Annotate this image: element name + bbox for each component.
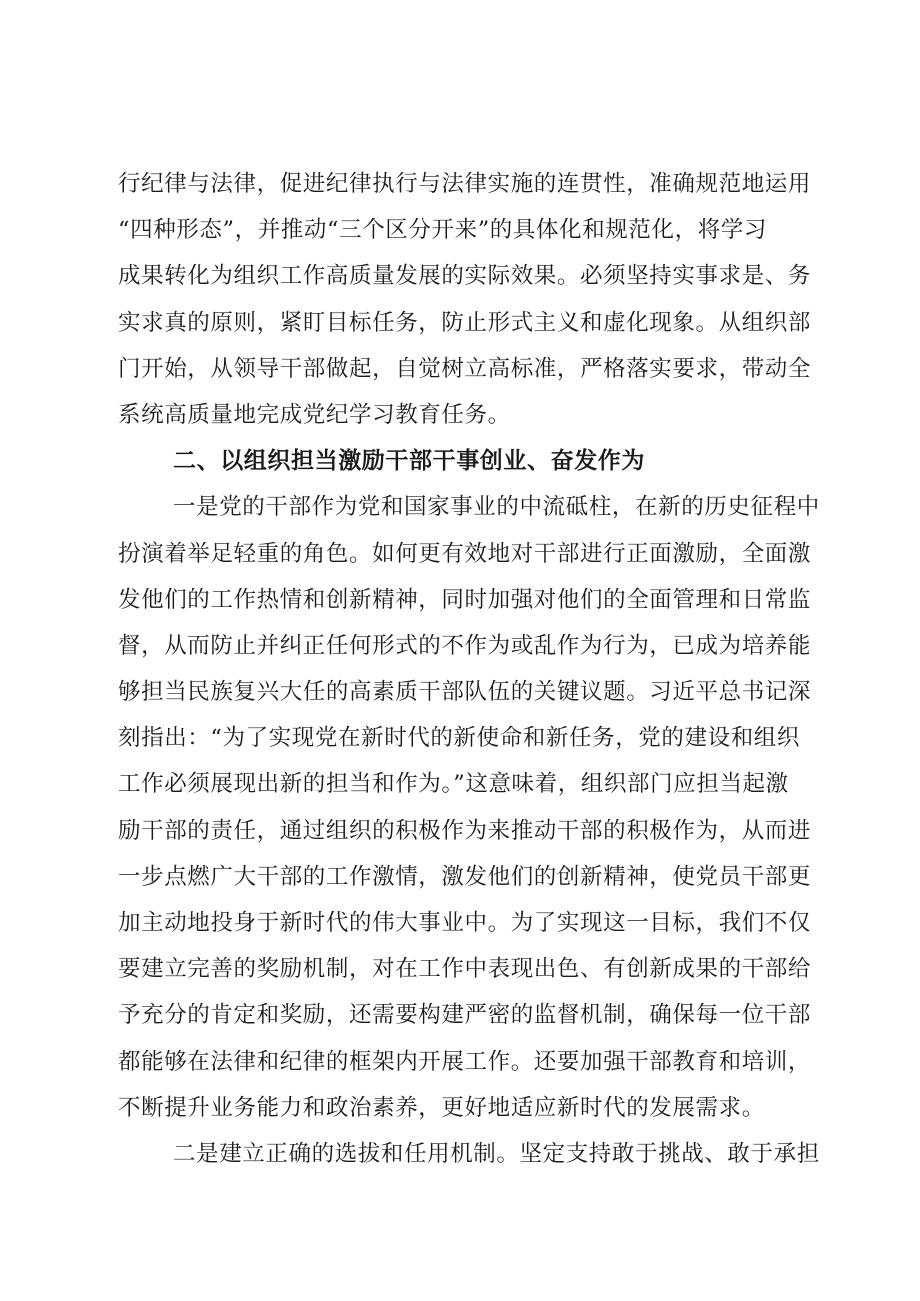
- text-line: 发他们的工作热情和创新精神，同时加强对他们的全面管理和日常监: [118, 586, 812, 613]
- text-line: 励干部的责任，通过组织的积极作为来推动干部的积极作为，从而进: [118, 817, 812, 844]
- body-text: [118, 161, 820, 1177]
- text-line: 一步点燃广大干部的工作激情，激发他们的创新精神，使党员干部更: [118, 863, 812, 890]
- text-line: 实求真的原则，紧盯目标任务，防止形式主义和虚化现象。从组织部: [118, 309, 812, 336]
- text-line: 扮演着举足轻重的角色。如何更有效地对干部进行正面激励，全面激: [118, 540, 812, 567]
- text-line: 工作必须展现出新的担当和作为。”这意味着，组织部门应担当起激: [118, 771, 789, 798]
- text-line: 刻指出：“为了实现党在新时代的新使命和新任务，党的建设和组织: [118, 725, 801, 752]
- text-line: 成果转化为组织工作高质量发展的实际效果。必须坚持实事求是、务: [118, 263, 812, 290]
- text-line: 加主动地投身于新时代的伟大事业中。为了实现这一目标，我们不仅: [118, 910, 812, 936]
- section-heading: 二、以组织担当激励干部干事创业、奋发作为: [173, 448, 645, 475]
- text-line: 督，从而防止并纠正任何形式的不作为或乱作为行为，已成为培养能: [118, 632, 812, 659]
- text-line: 二是建立正确的选拔和任用机制。坚定支持敢于挑战、敢于承担: [173, 1140, 820, 1167]
- text-line: 行纪律与法律，促进纪律执行与法律实施的连贯性，准确规范地运用: [118, 171, 812, 197]
- text-line: 够担当民族复兴大任的高素质干部队伍的关键议题。习近平总书记深: [118, 679, 812, 706]
- text-line: 予充分的肯定和奖励，还需要构建严密的监督机制，确保每一位干部: [118, 1002, 812, 1029]
- text-line: 门开始，从领导干部做起，自觉树立高标准，严格落实要求，带动全: [118, 355, 812, 382]
- text-line: 都能够在法律和纪律的框架内开展工作。还要加强干部教育和培训，: [118, 1048, 812, 1075]
- text-line: 一是党的干部作为党和国家事业的中流砥柱，在新的历史征程中: [173, 494, 820, 521]
- text-line: “四种形态”，并推动“三个区分开来”的具体化和规范化，将学习: [118, 217, 768, 244]
- text-line: 要建立完善的奖励机制，对在工作中表现出色、有创新成果的干部给: [118, 956, 812, 983]
- text-line: 不断提升业务能力和政治素养，更好地适应新时代的发展需求。: [118, 1094, 765, 1121]
- text-line: 系统高质量地完成党纪学习教育任务。: [118, 401, 511, 428]
